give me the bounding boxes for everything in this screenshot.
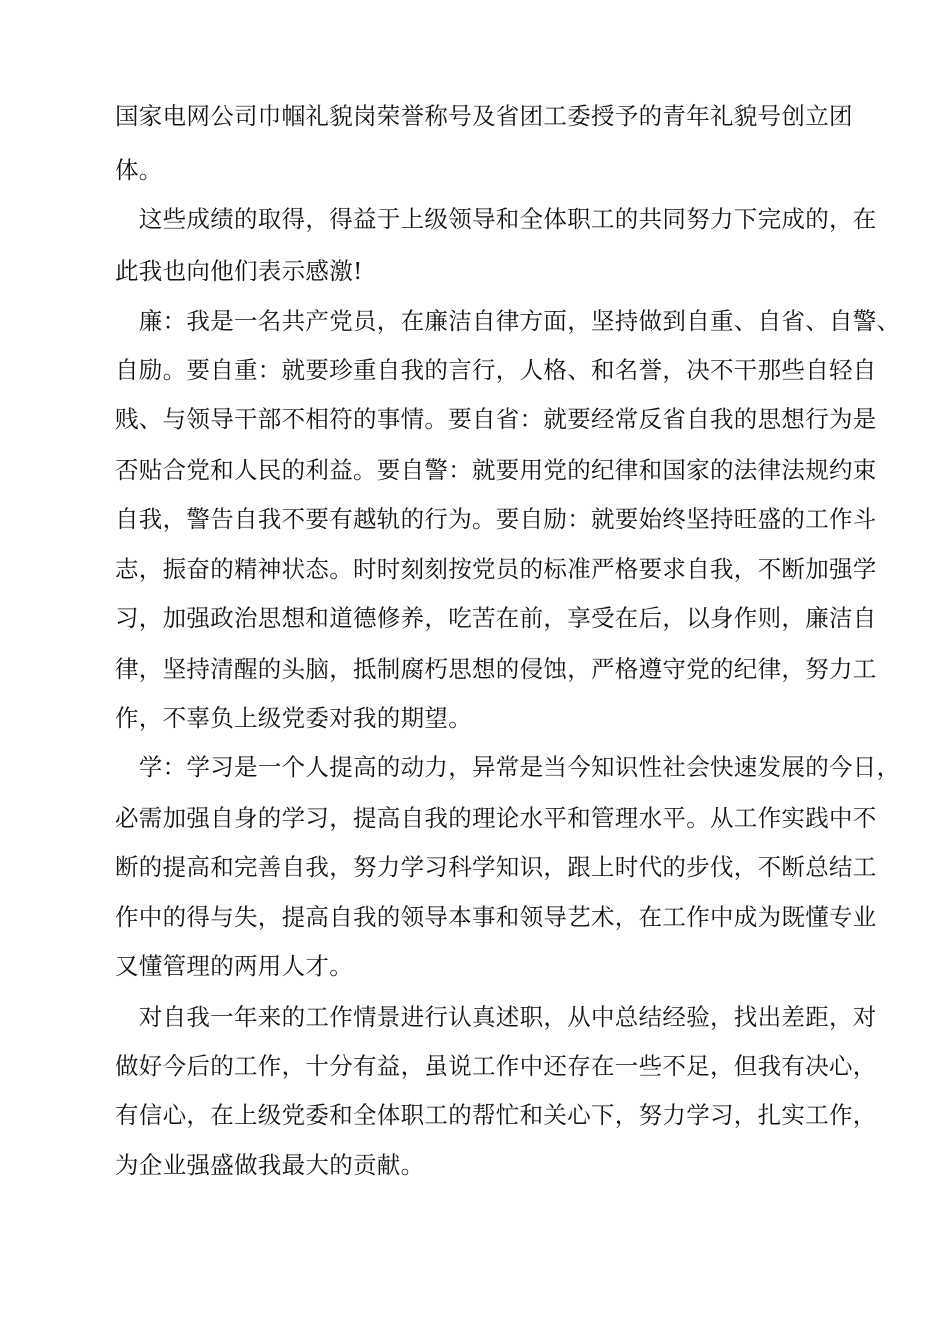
text-line: 体。 bbox=[115, 156, 163, 184]
text-line: 做好今后的工作，十分有益，虽说工作中还存在一些不足，但我有决心， bbox=[115, 1052, 877, 1080]
text-line: 否贴合党和人民的利益。要自警：就要用党的纪律和国家的法律法规约束 bbox=[115, 456, 877, 484]
text-line: 自励。要自重：就要珍重自我的言行，人格、和名誉，决不干那些自轻自 bbox=[115, 356, 877, 384]
text-line: 断的提高和完善自我，努力学习科学知识，跟上时代的步伐，不断总结工 bbox=[115, 853, 877, 881]
text-line: 有信心，在上级党委和全体职工的帮忙和关心下，努力学习，扎实工作， bbox=[115, 1101, 877, 1129]
text-line: 贱、与领导干部不相符的事情。要自省：就要经常反省自我的思想行为是 bbox=[115, 405, 877, 433]
text-line: 必需加强自身的学习，提高自我的理论水平和管理水平。从工作实践中不 bbox=[115, 804, 877, 832]
text-line: 律，坚持清醒的头脑，抵制腐朽思想的侵蚀，严格遵守党的纪律，努力工 bbox=[115, 655, 877, 683]
text-line: 这些成绩的取得，得益于上级领导和全体职工的共同努力下完成的，在 bbox=[115, 205, 877, 233]
text-line: 为企业强盛做我最大的贡献。 bbox=[115, 1151, 425, 1179]
text-line: 志，振奋的精神状态。时时刻刻按党员的标准严格要求自我，不断加强学 bbox=[115, 555, 877, 583]
text-line: 自我，警告自我不要有越轨的行为。要自励：就要始终坚持旺盛的工作斗 bbox=[115, 505, 877, 533]
text-line: 此我也向他们表示感激! bbox=[115, 257, 363, 285]
text-line: 学：学习是一个人提高的动力，异常是当今知识性社会快速发展的今日， bbox=[115, 753, 901, 781]
text-line: 作，不辜负上级党委对我的期望。 bbox=[115, 704, 472, 732]
text-line: 又懂管理的两用人才。 bbox=[115, 952, 353, 980]
text-line: 作中的得与失，提高自我的领导本事和领导艺术，在工作中成为既懂专业 bbox=[115, 903, 877, 931]
text-line: 习，加强政治思想和道德修养，吃苦在前，享受在后，以身作则，廉洁自 bbox=[115, 604, 877, 632]
text-line: 国家电网公司巾帼礼貌岗荣誉称号及省团工委授予的青年礼貌号创立团 bbox=[115, 102, 853, 130]
text-line: 廉：我是一名共产党员，在廉洁自律方面，坚持做到自重、自省、自警、 bbox=[115, 307, 901, 335]
text-line: 对自我一年来的工作情景进行认真述职，从中总结经验，找出差距，对 bbox=[115, 1003, 877, 1031]
